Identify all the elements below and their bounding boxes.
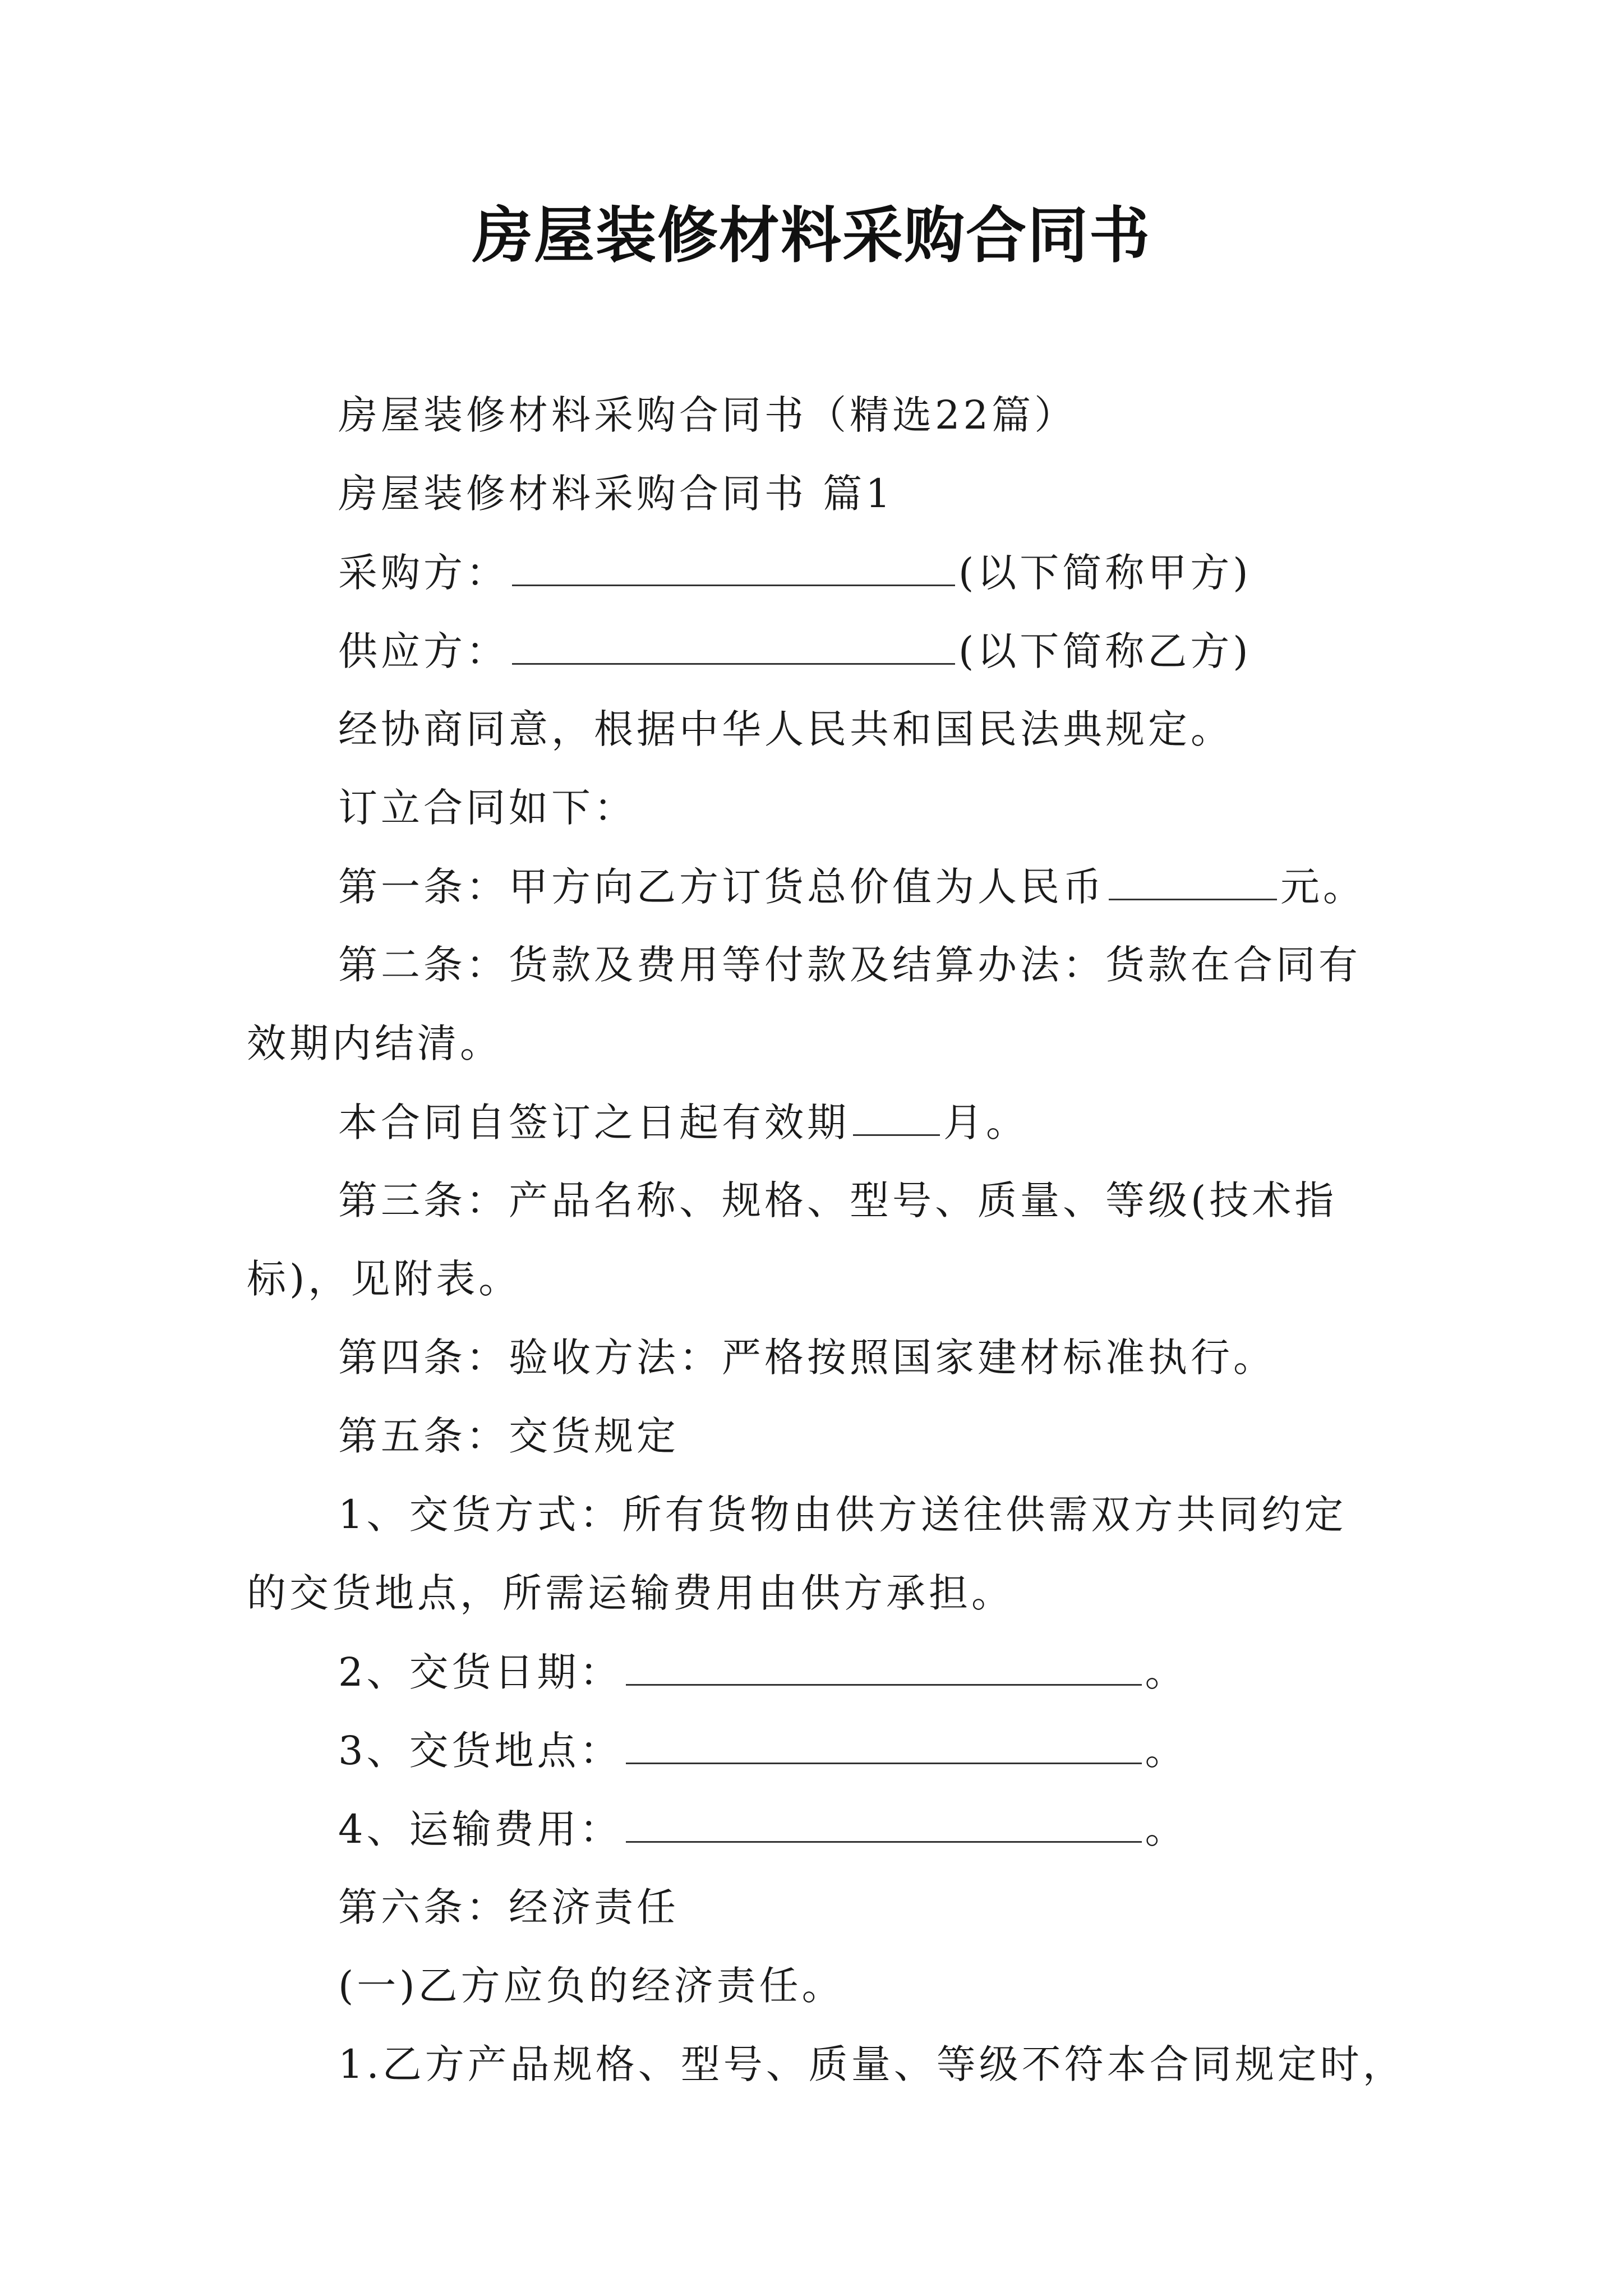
validity-line bbox=[338, 1094, 1029, 1151]
intro-paragraph: 经协商同意，根据中华人民共和国民法典规定。 bbox=[338, 706, 1233, 752]
buyer-label: 采购方： bbox=[338, 550, 509, 596]
buyer-line bbox=[338, 544, 1252, 601]
delivery-place-line bbox=[338, 1722, 1188, 1779]
transport-cost-blank bbox=[626, 1801, 1142, 1843]
supplier-suffix: (以下简称乙方) bbox=[958, 628, 1252, 674]
price-blank bbox=[1109, 858, 1277, 900]
delivery-date-label: 2、交货日期： bbox=[338, 1649, 623, 1695]
validity-suffix: 月。 bbox=[943, 1099, 1029, 1145]
document-title: 房屋装修材料采购合同书 bbox=[472, 200, 1151, 271]
supplier-blank bbox=[512, 623, 955, 665]
delivery-place-period: 。 bbox=[1145, 1728, 1188, 1774]
section-heading: 房屋装修材料采购合同书 篇1 bbox=[338, 471, 894, 517]
supplier-label: 供应方： bbox=[338, 628, 509, 674]
month-blank bbox=[853, 1094, 940, 1136]
supplier-line bbox=[338, 623, 1252, 679]
article-5-item-1-line-1: 1、交货方式：所有货物由供方送往供需双方共同约定 bbox=[338, 1492, 1347, 1538]
article-1-suffix: 元。 bbox=[1280, 864, 1366, 910]
article-5: 第五条：交货规定 bbox=[338, 1413, 679, 1459]
transport-cost-label: 4、运输费用： bbox=[338, 1806, 623, 1852]
subtitle: 房屋装修材料采购合同书（精选22篇） bbox=[338, 392, 1077, 438]
article-5-item-1-line-2: 的交货地点，所需运输费用由供方承担。 bbox=[247, 1570, 1014, 1616]
article-2-line-1: 第二条：货款及费用等付款及结算办法：货款在合同有 bbox=[338, 942, 1361, 988]
delivery-place-blank bbox=[626, 1722, 1142, 1764]
transport-cost-period: 。 bbox=[1145, 1806, 1188, 1852]
article-3-line-1: 第三条：产品名称、规格、型号、质量、等级(技术指 bbox=[338, 1177, 1338, 1223]
transport-cost-line bbox=[338, 1801, 1188, 1857]
article-6: 第六条：经济责任 bbox=[338, 1884, 679, 1930]
article-2-line-2: 效期内结清。 bbox=[247, 1020, 502, 1066]
article-1-text: 第一条：甲方向乙方订货总价值为人民币 bbox=[338, 864, 1105, 910]
buyer-blank bbox=[512, 544, 955, 586]
article-6-sub-1: (一)乙方应负的经济责任。 bbox=[338, 1963, 845, 2009]
article-1 bbox=[338, 858, 1366, 915]
delivery-place-label: 3、交货地点： bbox=[338, 1728, 623, 1774]
delivery-date-line bbox=[338, 1644, 1188, 1700]
article-6-sub-1-item-1: 1.乙方产品规格、型号、质量、等级不符本合同规定时， bbox=[338, 2041, 1405, 2087]
article-3-line-2: 标)，见附表。 bbox=[247, 1256, 522, 1302]
delivery-date-blank bbox=[626, 1644, 1142, 1686]
article-4: 第四条：验收方法：严格按照国家建材标准执行。 bbox=[338, 1335, 1276, 1381]
buyer-suffix: (以下简称甲方) bbox=[958, 550, 1252, 596]
validity-text: 本合同自签订之日起有效期 bbox=[338, 1099, 850, 1145]
delivery-date-period: 。 bbox=[1145, 1649, 1188, 1695]
agree-paragraph: 订立合同如下： bbox=[338, 785, 637, 831]
